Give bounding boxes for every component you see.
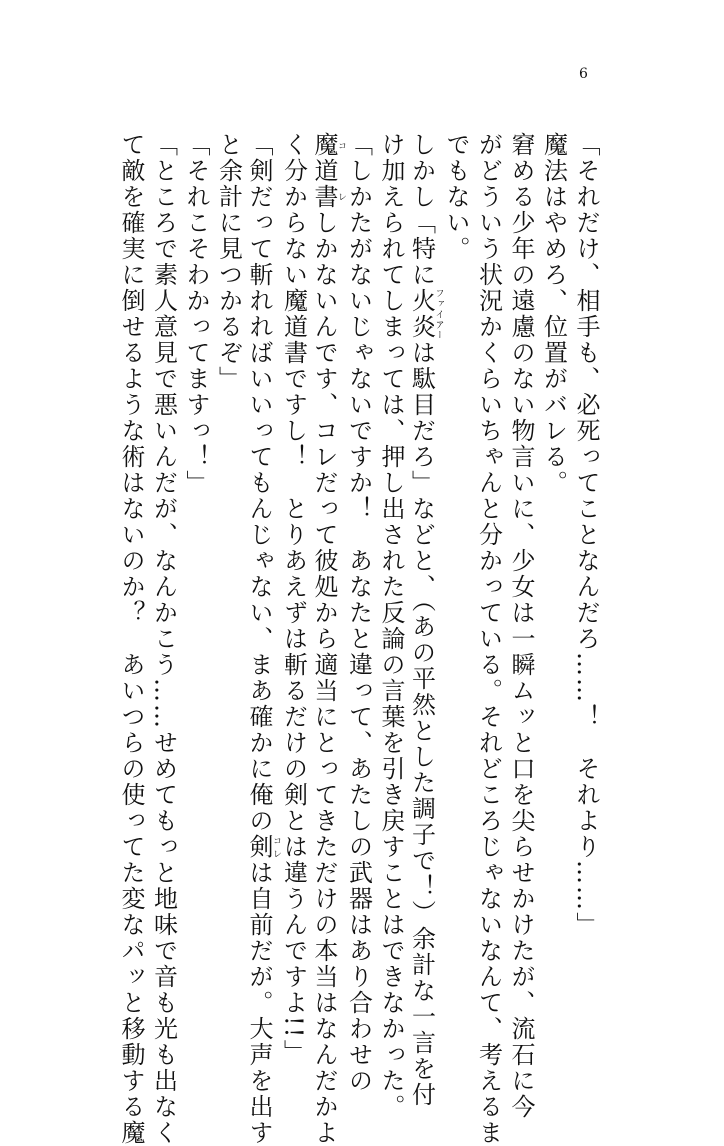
text-line: く分からない魔道書ですし！ とりあえずは斬るだけの剣とは違うんですよ!!」 bbox=[279, 132, 308, 1066]
text-line: 「剣だって斬れればいいってもんじゃない、まあ確かに俺の剣コレは自前だが。大声を出す bbox=[245, 132, 281, 1146]
text-line: 魔法はやめろ、位置がバレる。 bbox=[539, 132, 568, 496]
ruby-annotation: 剣コレ bbox=[245, 834, 281, 860]
text-line: しかし「特に火炎ファイアーは駄目だろ」などと、（あの平然とした調子で！）余計な一言を付 bbox=[407, 132, 444, 1108]
text-line: がどういう状況かくらいちゃんと分かっている。それどころじゃないなんて、考えるま bbox=[474, 132, 503, 1146]
text-line: と余計に見つかるぞ」 bbox=[214, 132, 243, 392]
text-line: 魔道書コレしかないんです、コレだって彼処から適当にとってきただけの本当はなんだかよ bbox=[310, 132, 346, 1146]
text-line: 「それこそわかってますっ！」 bbox=[182, 132, 210, 496]
text-line: 「それだけ、相手も、必死ってことなんだろ……！ それより……」 bbox=[572, 132, 600, 938]
text-line: 「ところで素人意見で悪いんだが、なんかこう……せめてもっと地味で音も光も出なく bbox=[149, 132, 178, 1146]
text-line: でもない。 bbox=[442, 132, 470, 262]
text-line: て敵を確実に倒せるような術はないのか？ あいつらの使ってた変なパッと移動する魔 bbox=[117, 132, 145, 1146]
text-line: 「しかたがないじゃないですか！ あなたと違って、あたしの武器はあり合わせの bbox=[344, 132, 373, 1094]
text-line: 窘める少年の遠慮のない物言いに、少女は一瞬ムッと口を尖らせかけたが、流石に今 bbox=[507, 132, 535, 1120]
ruby-annotation: 火炎ファイアー bbox=[407, 288, 444, 340]
page-number: 6 bbox=[579, 66, 588, 82]
ruby-annotation: 魔道書コレ bbox=[310, 132, 346, 210]
text-line: け加えられてしまっては、押し出された反論の言葉を引き戻すことはできなかった。 bbox=[377, 132, 405, 1120]
